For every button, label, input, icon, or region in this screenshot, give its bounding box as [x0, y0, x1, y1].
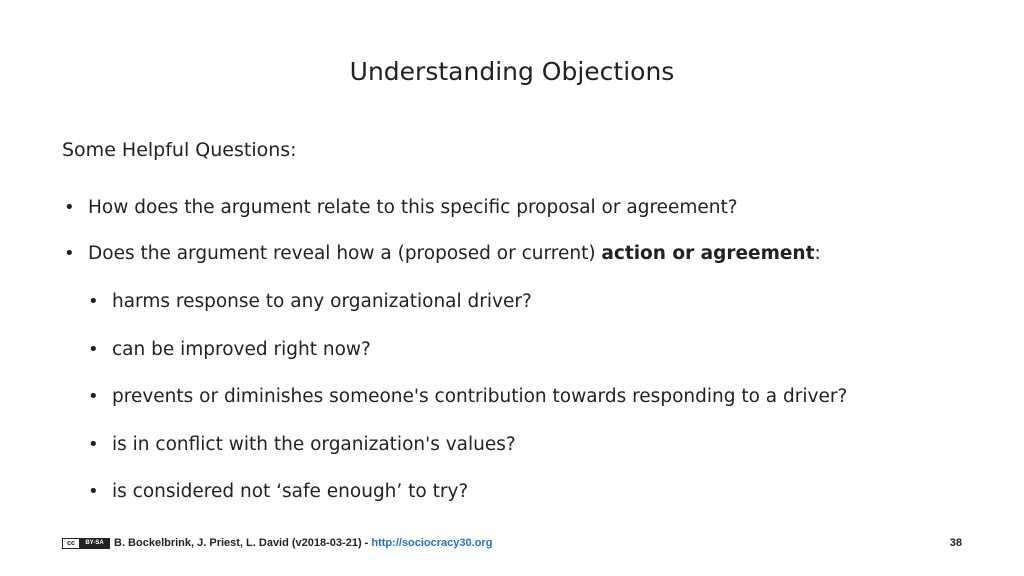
sub-bullet-item	[88, 434, 516, 455]
footer-authors: B. Bockelbrink, J. Priest, L. David (v2018-03-21) -	[114, 537, 372, 549]
footer-credits	[114, 537, 492, 549]
sub-bullet-item	[88, 291, 532, 312]
sub-bullet-text: is in conflict with the organization's values?	[112, 434, 516, 455]
bullet-text: Does the argument reveal how a (proposed or current)	[88, 243, 602, 264]
sub-bullet-text: prevents or diminishes someone's contribution towards responding to a driver?	[112, 386, 848, 407]
bullet-icon: •	[88, 481, 99, 502]
page-number: 38	[949, 537, 962, 549]
bullet-icon: •	[64, 197, 75, 218]
cc-icon-right: BY-SA	[80, 539, 109, 548]
bullet-icon: •	[88, 291, 99, 312]
bullet-text: How does the argument relate to this specific proposal or agreement?	[88, 197, 738, 218]
sub-bullet-item	[88, 481, 469, 502]
slide-title: Understanding Objections	[349, 57, 675, 86]
bullet-icon: •	[88, 434, 99, 455]
footer-link[interactable]: http://sociocracy30.org	[371, 537, 493, 549]
bullet-icon: •	[88, 339, 99, 360]
bullet-text-suffix: :	[814, 243, 821, 264]
sub-bullet-item	[88, 339, 371, 360]
slide-footer	[62, 536, 962, 552]
sub-bullet-text: can be improved right now?	[112, 339, 371, 360]
bullet-icon: •	[88, 386, 99, 407]
cc-icon-left: cc	[63, 539, 80, 548]
cc-by-sa-icon	[62, 538, 110, 549]
sub-bullet-text: harms response to any organizational driver?	[112, 291, 532, 312]
sub-bullet-item	[88, 386, 848, 407]
bullet-item	[64, 243, 821, 264]
bullet-icon: •	[64, 243, 75, 264]
slide-subtitle: Some Helpful Questions:	[62, 139, 297, 161]
bullet-bold-text: action or agreement	[601, 243, 815, 264]
sub-bullet-text: is considered not ‘safe enough’ to try?	[112, 481, 469, 502]
bullet-item	[64, 197, 738, 218]
